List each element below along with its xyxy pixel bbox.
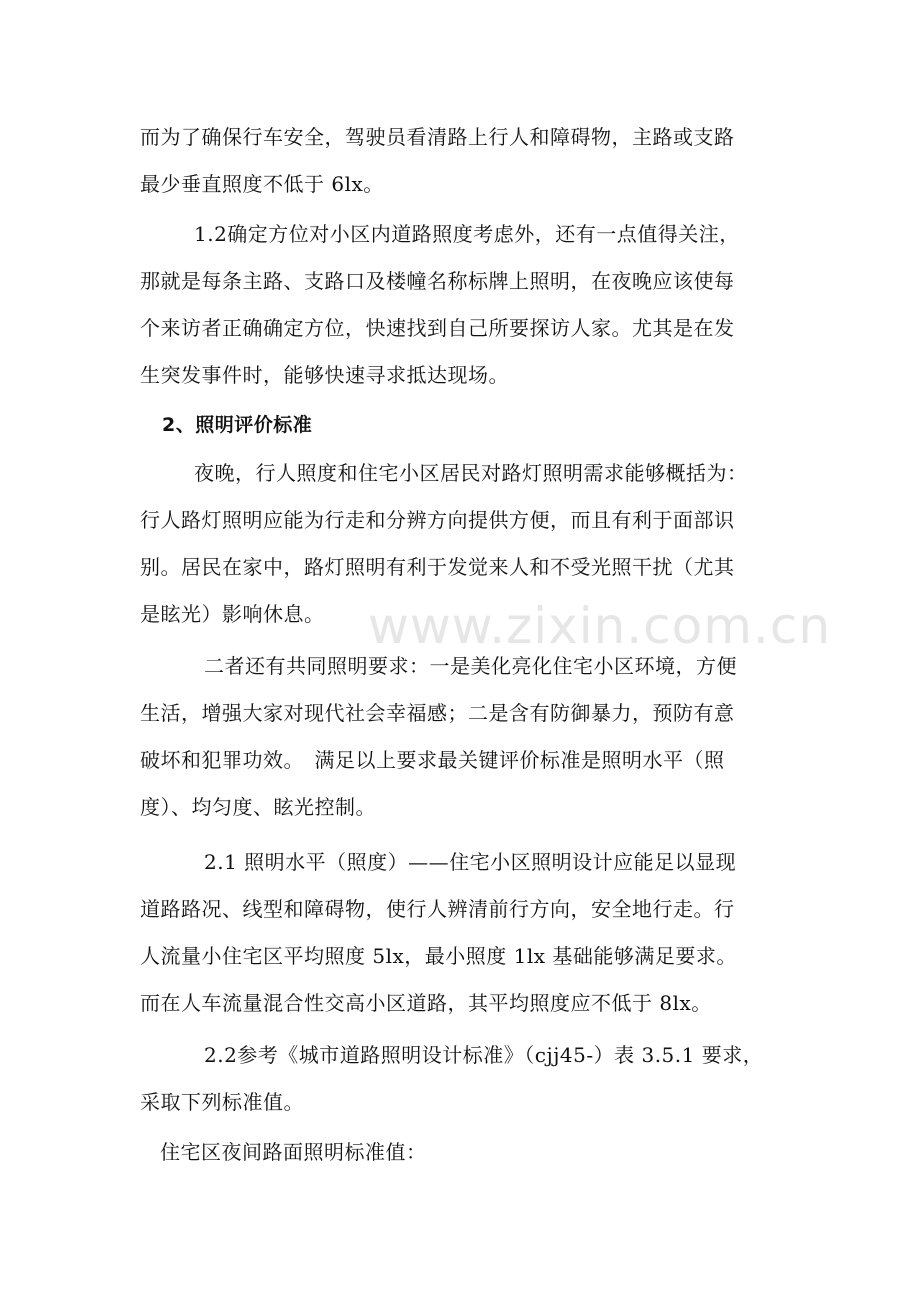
para4-line1: 二者还有共同照明要求：一是美化亮化住宅小区环境，方便 [204, 654, 737, 678]
para2-line3: 个来访者正确确定方位，快速找到自己所要探访人家。尤其是在发 [140, 316, 735, 340]
para1-line2: 最少垂直照度不低于 6lx。 [140, 172, 384, 196]
para4-line3: 破坏和犯罪功效。 满足以上要求最关键评价标准是照明水平（照 [140, 748, 725, 772]
para3-line1: 夜晚，行人照度和住宅小区居民对路灯照明需求能够概括为： [194, 461, 748, 485]
para3-line3: 别。居民在家中，路灯照明有利于发觉来人和不受光照干扰（尤其 [140, 555, 735, 579]
para6-line1: 2.2参考《城市道路照明设计标准》（cjj45-）表 3.5.1 要求， [204, 1043, 764, 1067]
para5-line1: 2.1 照明水平（照度）——住宅小区照明设计应能足以显现 [204, 850, 737, 874]
para5-line2: 道路路况、线型和障碍物，使行人辨清前行方向，安全地行走。行 [140, 897, 735, 921]
para3-line4: 是眩光）影响休息。 [140, 602, 325, 626]
para2-line4: 生突发事件时，能够快速寻求抵达现场。 [140, 363, 509, 387]
para7-line1: 住宅区夜间路面照明标准值： [160, 1140, 427, 1164]
para2-line1: 1.2确定方位对小区内道路照度考虑外，还有一点值得关注， [194, 222, 740, 246]
para5-line4: 而在人车流量混合性交高小区道路，其平均照度应不低于 8lx。 [140, 991, 712, 1015]
para1-line1: 而为了确保行车安全，驾驶员看清路上行人和障碍物，主路或支路 [140, 125, 735, 149]
para6-line2: 采取下列标准值。 [140, 1090, 304, 1114]
para2-line2: 那就是每条主路、支路口及楼幢名称标牌上照明，在夜晚应该使每 [140, 269, 735, 293]
watermark-text: www.zixin.com.cn [368, 597, 832, 655]
para5-line3: 人流量小住宅区平均照度 5lx，最小照度 1lx 基础能够满足要求。 [140, 944, 737, 968]
para4-line4: 度）、均匀度、眩光控制。 [140, 795, 376, 819]
para3-line2: 行人路灯照明应能为行走和分辨方向提供方便，而且有利于面部识 [140, 508, 735, 532]
section-heading: 2、照明评价标准 [162, 414, 313, 436]
para4-line2: 生活，增强大家对现代社会幸福感；二是含有防御暴力，预防有意 [140, 701, 735, 725]
